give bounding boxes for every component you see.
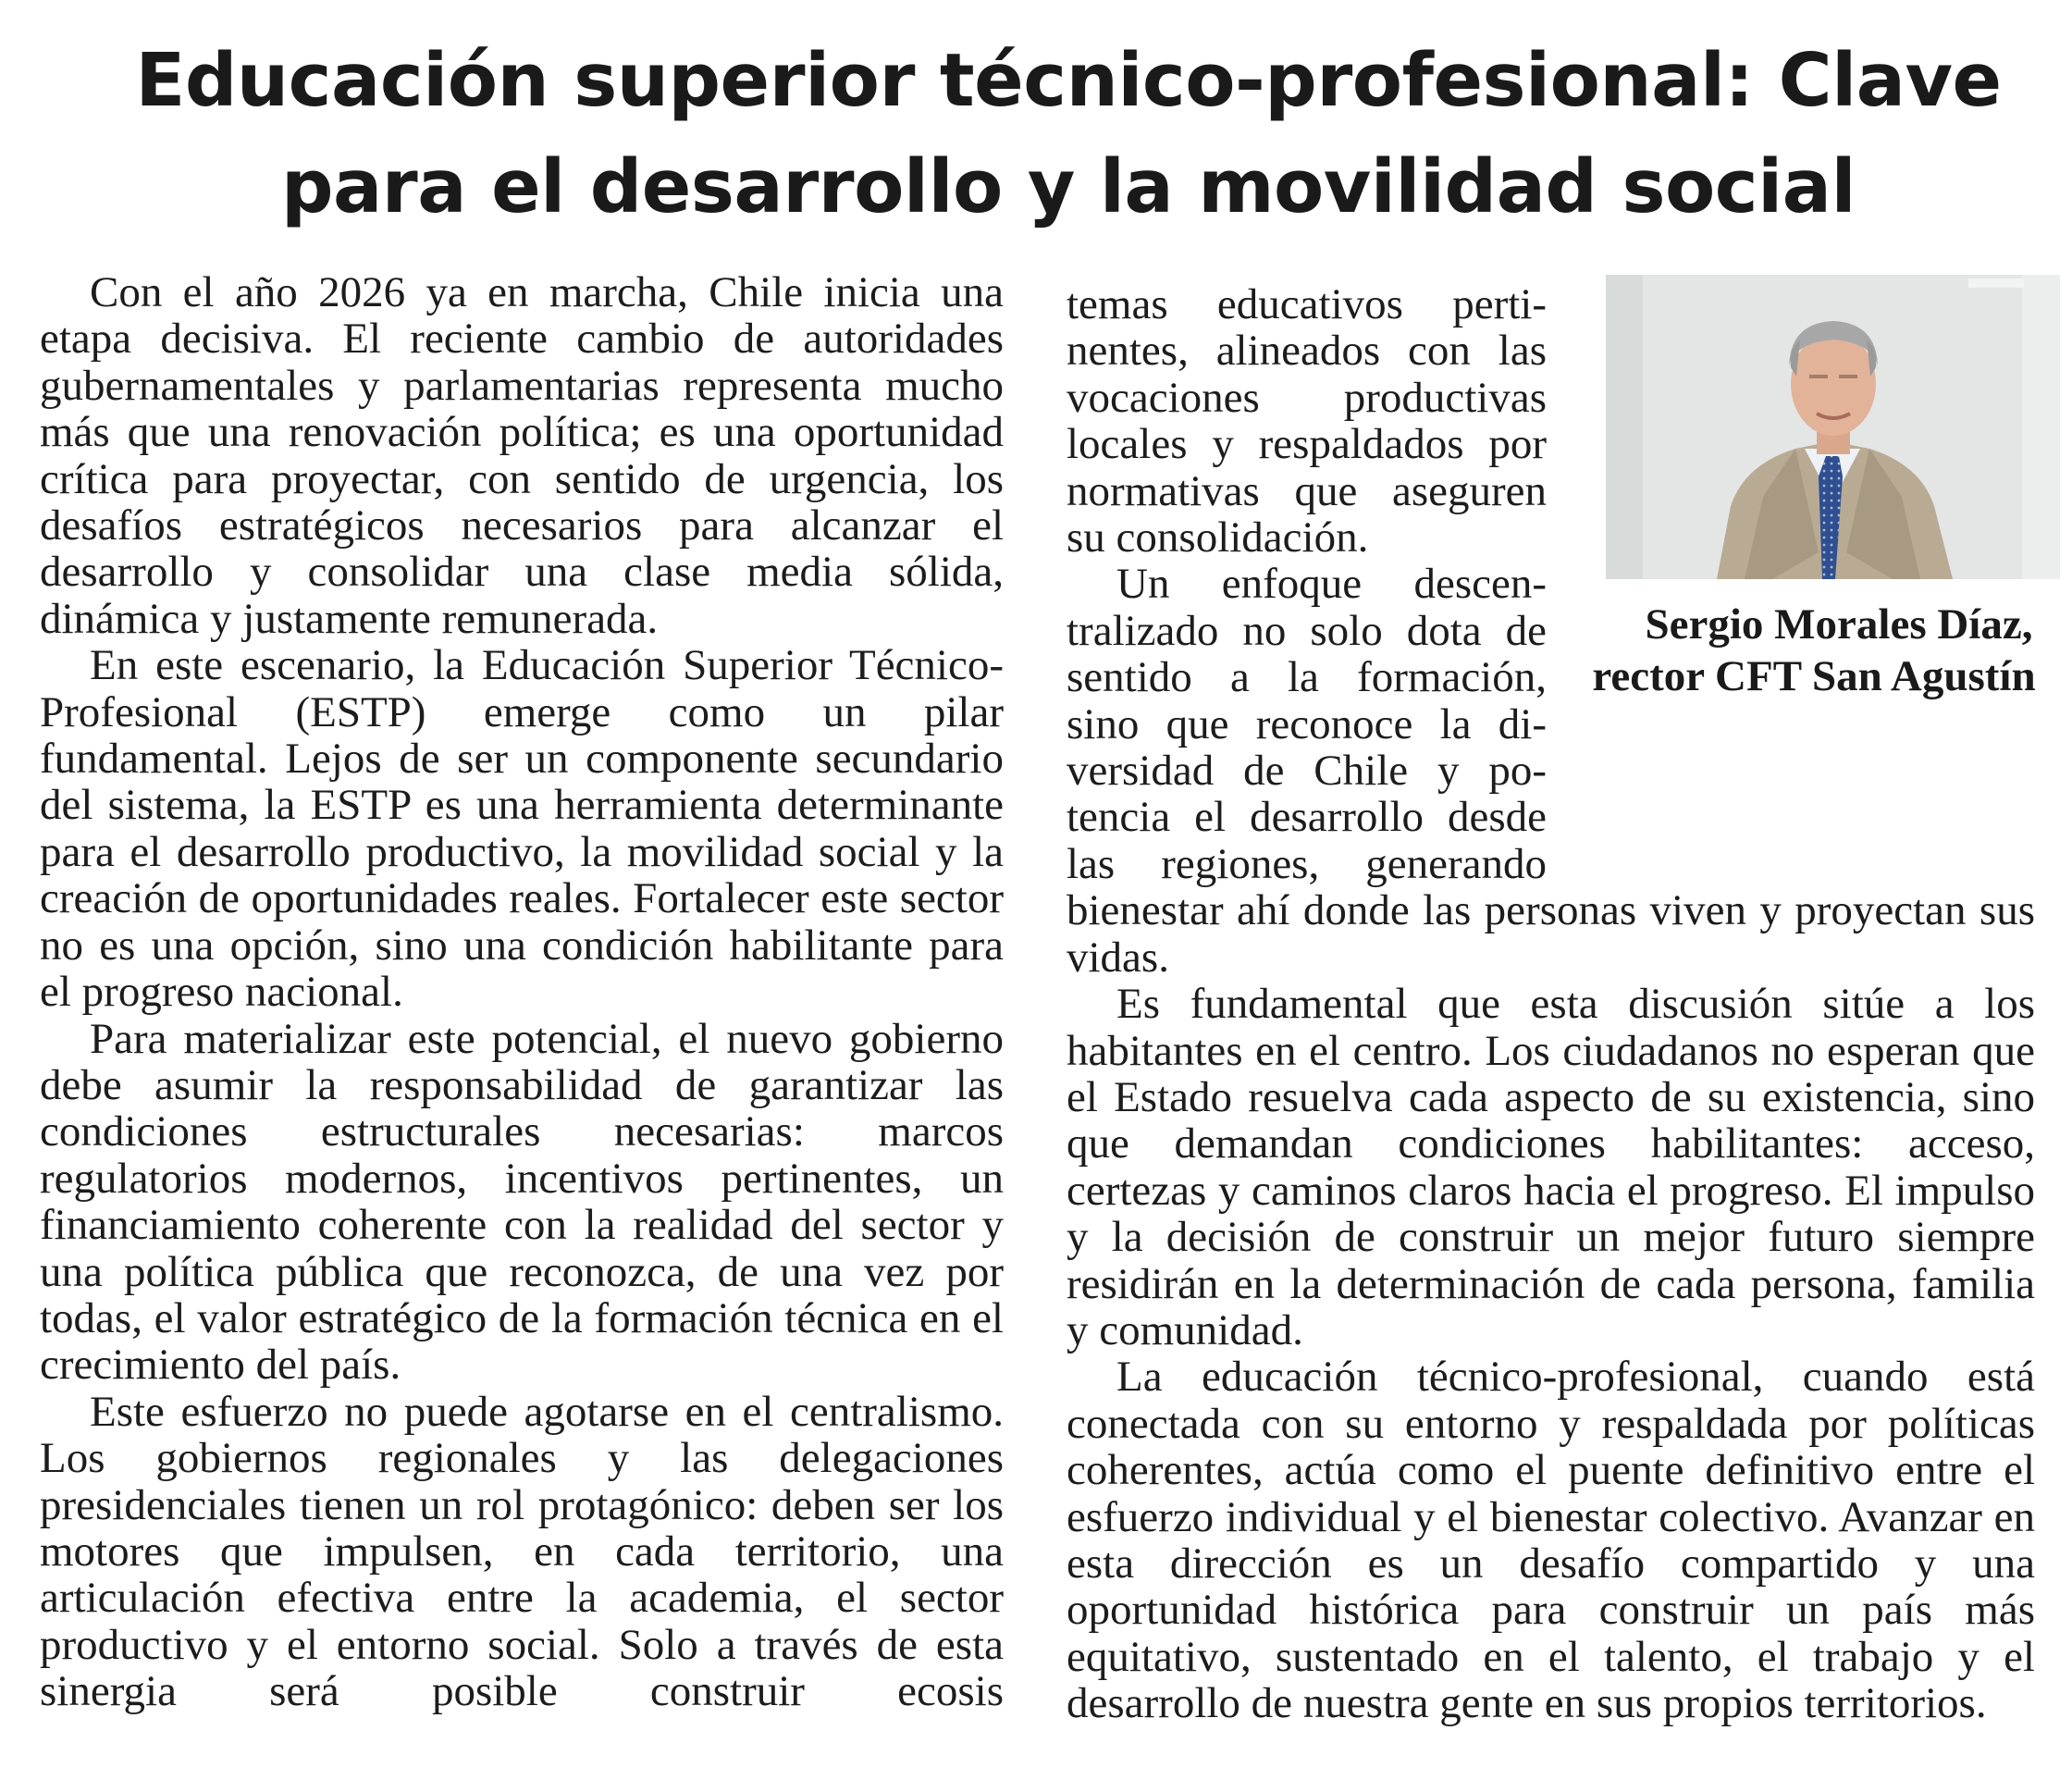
article-column-right <box>1067 281 2035 1727</box>
portrait-photo-icon <box>1606 275 2060 579</box>
author-figure <box>1554 281 2035 853</box>
article-paragraph-4: Este esfuerzo no puede agotarse en el centralismo. Los gobiernos regionales y las delegaciones presidenciales tienen un rol protagónico: deben ser los motores que impulsen, en cada territorio, una articulación efectiva entre la academia, el sector productivo y el entorno social. Solo a través de esta sinergia será posible construir ecosis <box>40 1387 1004 1716</box>
article-column-left <box>40 269 1004 1715</box>
author-portrait-photo <box>1606 275 2060 579</box>
article-paragraph-7: La educación técnico-profesional, cuando está conectada con su entorno y respaldada por políticas coherentes, actúa como el puente definitivo entre el esfuerzo individual y el bienestar colectivo. Avanzar en esta dirección es un desafío compartido y una oportunidad histórica para construir un país más equitativo, sustentado en el talento, el trabajo y el desarrollo de nuestra gente en sus propios territorios. <box>1067 1353 2035 1728</box>
article-paragraph-6: Es fundamental que esta discusión sitúe a los habitantes en el centro. Los ciudadanos no esperan que el Estado resuelva cada aspecto de su existencia, sino que demandan condiciones habilitantes: acceso, certezas y caminos claros hacia el progreso. El impulso y la decisión de construir un mejor futuro siempre residirán en la determinación de cada persona, familia y comunidad. <box>1067 980 2035 1354</box>
article-paragraph-2: En este escenario, la Educación Superior Técnico-Profesional (ESTP) emerge como un pilar fundamental. Lejos de ser un componente secundario del sistema, la ESTP es una herramienta determinante para el desarrollo productivo, la movilidad social y la creación de oportunidades reales. Fortalecer este sector no es una opción, sino una condición habilitante para el progreso nacional. <box>40 641 1004 1017</box>
article-paragraph-3: Para materializar este potencial, el nuevo gobierno debe asumir la responsabilidad de garantizar las condiciones estructurales necesarias: marcos regulatorios modernos, incentivos pertinentes, un financiamiento coherente con la realidad del sector y una política pública que reconozca, de una vez por todas, el valor estratégico de la formación técnica en el crecimiento del país. <box>40 1014 1004 1390</box>
article-paragraph-5: Un enfoque descentralizado no solo dota de sentido a la formación, sino que reconoce la diversidad de Chile y potencia el desarrollo desde las regiones, generando bienestar ahí donde las personas viven y proyectan sus vidas. <box>1067 560 2035 982</box>
photo-caption: Sergio Morales Díaz, rector CFT San Agustín <box>1592 600 2036 700</box>
article-paragraph-1: Con el año 2026 ya en marcha, Chile inicia una etapa decisiva. El reciente cambio de autoridades gubernamentales y parlamentarias representa mucho más que una renovación política; es una oportunidad crítica para proyectar, con sentido de urgencia, los desafíos estratégicos necesarios para alcanzar el desarrollo y consolidar una clase media sólida, dinámica y justamente remunerada. <box>40 268 1004 643</box>
article-headline: Educación superior técnico-profesional: Clave para el desarrollo y la movilidad social <box>135 38 2002 229</box>
article-paragraph-4-continued: temas educativos pertinentes, alineados con las vocaciones productivas locales y respaldados por normativas que aseguren su consolidación. <box>1067 280 1547 562</box>
